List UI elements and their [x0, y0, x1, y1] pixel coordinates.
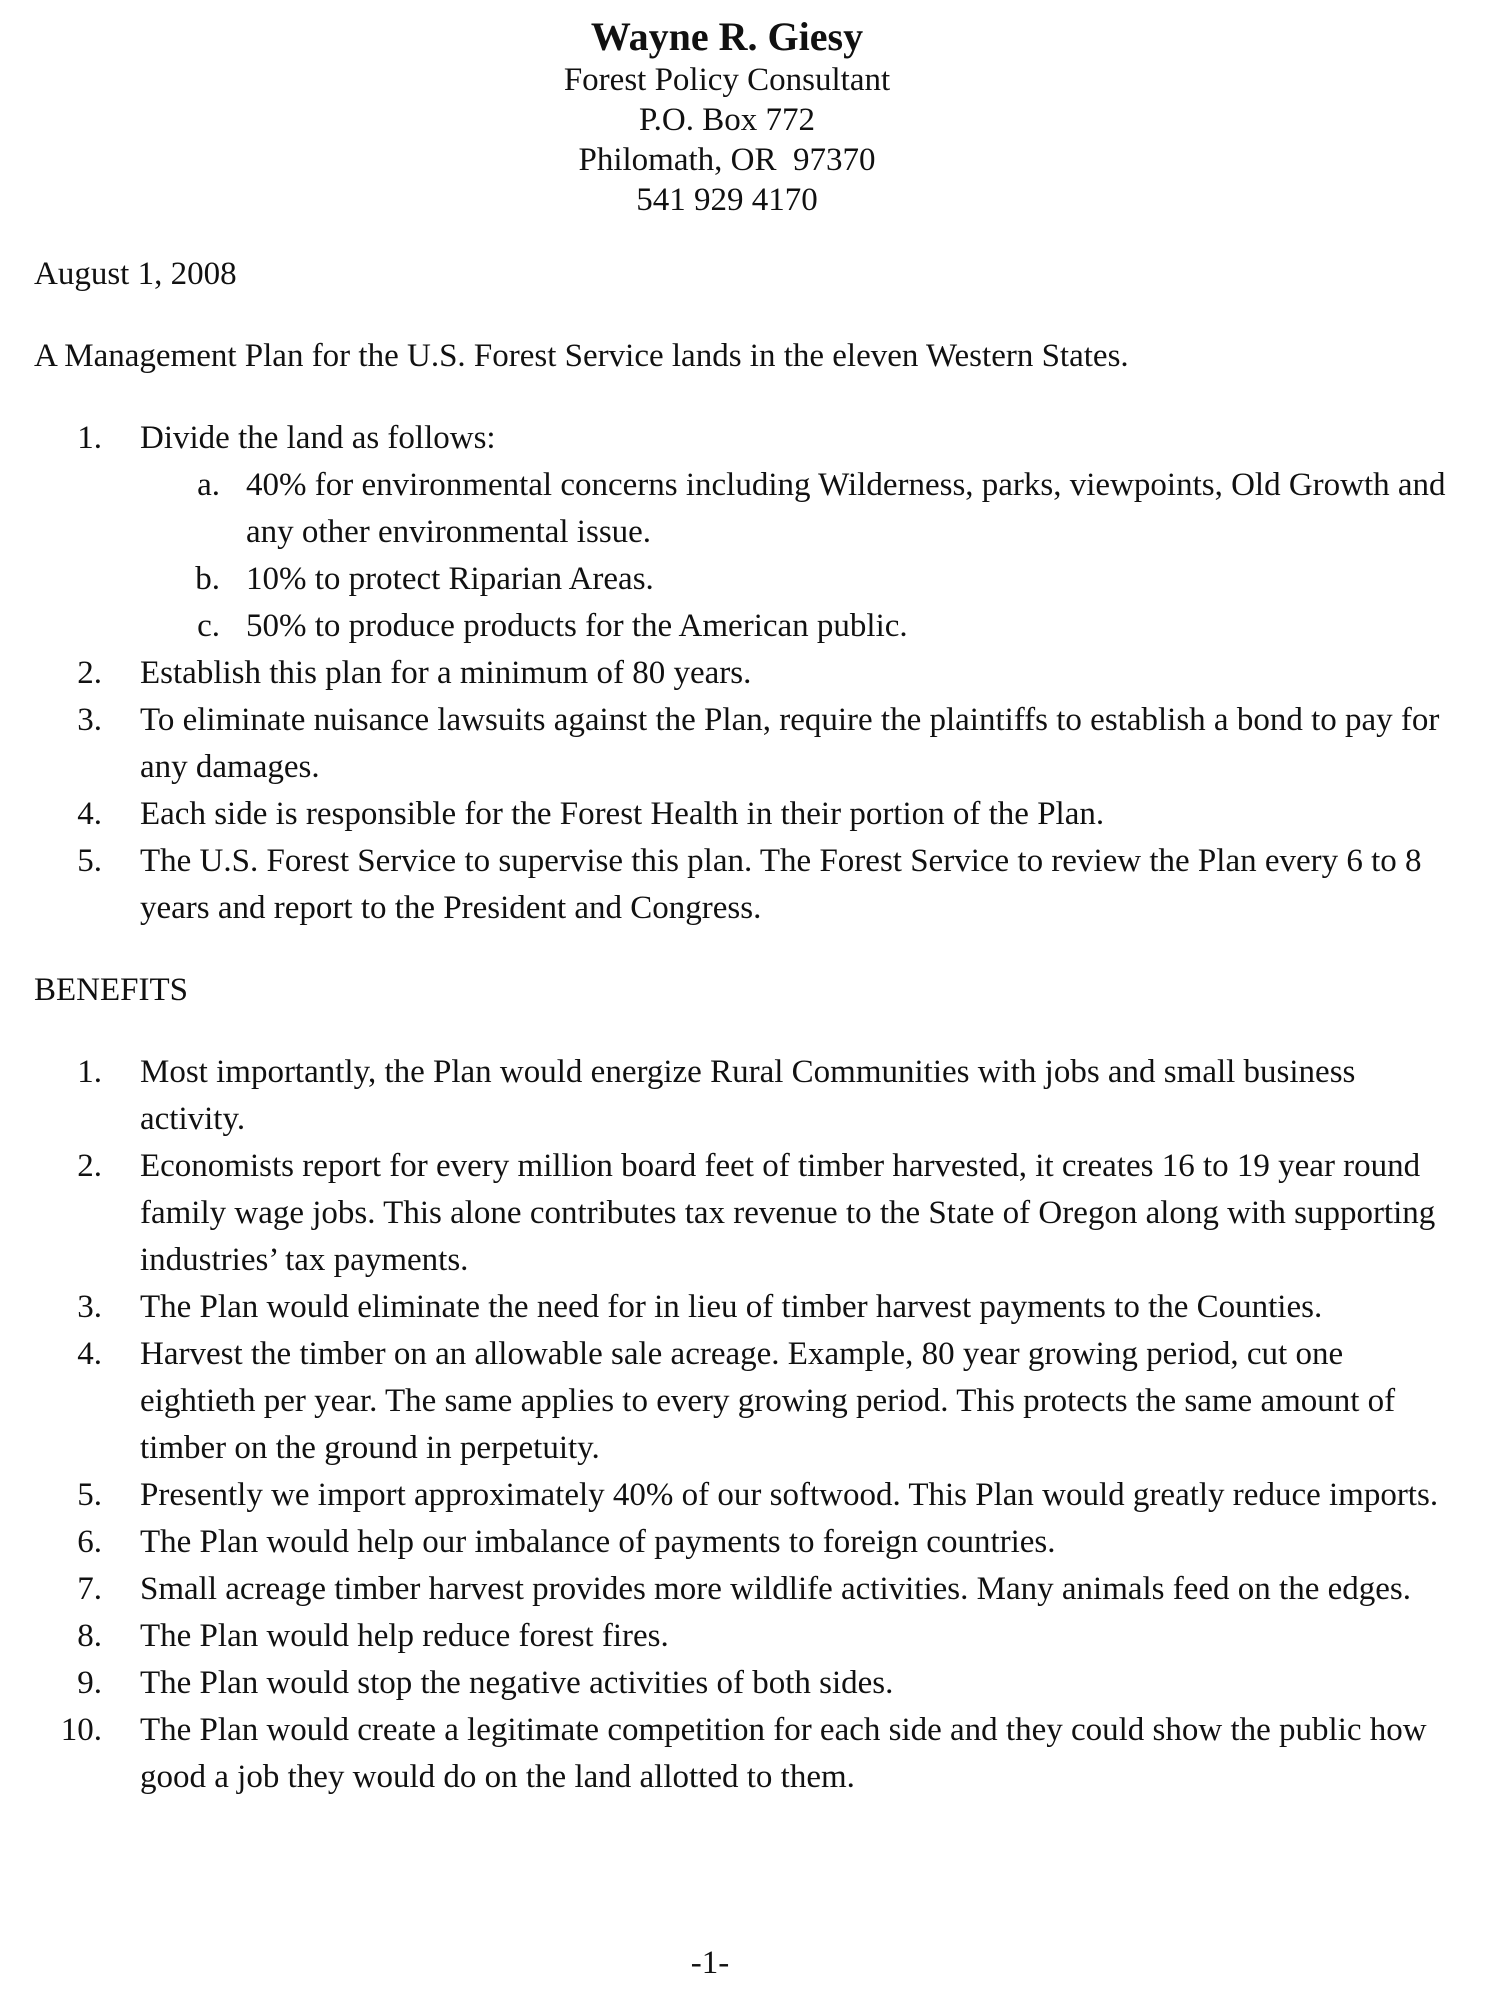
list-text: The Plan would create a legitimate competition for each side and they could show the public how good a job they would do on the land allotted to them. — [140, 1712, 1427, 1795]
author-name: Wayne R. Giesy — [590, 14, 864, 59]
list-number: 2. — [77, 655, 102, 691]
list-number: 4. — [77, 1336, 102, 1372]
list-number: 8. — [77, 1618, 102, 1654]
list-text: The U.S. Forest Service to supervise this plan. The Forest Service to review the Plan every 6 to 8 years and report to the President and Congress. — [140, 843, 1422, 926]
list-item — [34, 1284, 1447, 1331]
list-text: Each side is responsible for the Forest Health in their portion of the Plan. — [140, 796, 1105, 832]
page-number: -1- — [690, 1945, 730, 1981]
list-text: To eliminate nuisance lawsuits against the Plan, require the plaintiffs to establish a bond to pay for any damages. — [140, 702, 1440, 785]
list-item — [34, 1331, 1447, 1472]
list-item — [34, 1519, 1447, 1566]
list-item — [34, 1660, 1447, 1707]
list-item — [34, 1707, 1447, 1801]
list-number: 1. — [77, 1054, 102, 1090]
list-text: Presently we import approximately 40% of our softwood. This Plan would greatly reduce imports. — [140, 1477, 1439, 1513]
list-item — [34, 650, 1447, 697]
list-number: 9. — [77, 1665, 102, 1701]
sub-list-item — [140, 603, 1447, 650]
list-number: 6. — [77, 1524, 102, 1560]
list-item — [34, 791, 1447, 838]
list-text: Harvest the timber on an allowable sale acreage. Example, 80 year growing period, cut one eightieth per year. The same applies to every growing period. This protects the same amount of timber on the ground in perpetuity. — [140, 1336, 1396, 1466]
address-line-2: Philomath, OR 97370 — [578, 142, 876, 178]
list-number: 7. — [77, 1571, 102, 1607]
list-item — [34, 1143, 1447, 1284]
list-number: 2. — [77, 1148, 102, 1184]
list-number: 5. — [77, 1477, 102, 1513]
letter-date: August 1, 2008 — [34, 256, 237, 292]
sub-list-letter: a. — [197, 467, 220, 503]
sub-list-letter: b. — [195, 561, 220, 597]
list-text: The Plan would help reduce forest fires. — [140, 1618, 669, 1654]
list-text: Economists report for every million board feet of timber harvested, it creates 16 to 19 year round family wage jobs. This alone contributes tax revenue to the State of Oregon along with supporting industries’ tax payments. — [140, 1148, 1436, 1278]
division-list — [140, 462, 1447, 650]
author-title: Forest Policy Consultant — [563, 62, 891, 98]
sub-list-text: 40% for environmental concerns including Wilderness, parks, viewpoints, Old Growth and any other environmental issue. — [246, 467, 1446, 550]
sub-list-text: 10% to protect Riparian Areas. — [246, 561, 654, 597]
phone-number: 541 929 4170 — [636, 182, 818, 218]
list-text: Most importantly, the Plan would energize Rural Communities with jobs and small business activity. — [140, 1054, 1356, 1137]
sub-list-item — [140, 556, 1447, 603]
benefits-list — [34, 1049, 1447, 1801]
address-line-1: P.O. Box 772 — [638, 102, 816, 138]
list-item — [34, 1472, 1447, 1519]
list-item — [34, 1049, 1447, 1143]
sub-list-text: 50% to produce products for the American public. — [246, 608, 908, 644]
list-number: 5. — [77, 843, 102, 879]
list-item — [34, 1566, 1447, 1613]
benefits-heading: BENEFITS — [34, 972, 189, 1008]
letterhead — [34, 14, 1420, 220]
list-number: 10. — [60, 1712, 102, 1748]
list-number: 4. — [77, 796, 102, 832]
list-item — [34, 1613, 1447, 1660]
plan-list — [34, 415, 1447, 932]
sub-list-item — [140, 462, 1447, 556]
list-text: Establish this plan for a minimum of 80 years. — [140, 655, 752, 691]
list-item — [34, 697, 1447, 791]
list-number: 3. — [77, 1289, 102, 1325]
list-number: 1. — [77, 420, 102, 456]
list-text: The Plan would eliminate the need for in lieu of timber harvest payments to the Counties. — [140, 1289, 1323, 1325]
list-text: Divide the land as follows: — [140, 420, 496, 456]
sub-list-letter: c. — [197, 608, 220, 644]
list-item — [34, 838, 1447, 932]
list-text: The Plan would help our imbalance of payments to foreign countries. — [140, 1524, 1056, 1560]
plan-intro: A Management Plan for the U.S. Forest Service lands in the eleven Western States. — [34, 338, 1129, 374]
list-number: 3. — [77, 702, 102, 738]
list-item — [34, 415, 1447, 650]
list-text: Small acreage timber harvest provides more wildlife activities. Many animals feed on the edges. — [140, 1571, 1411, 1607]
list-text: The Plan would stop the negative activities of both sides. — [140, 1665, 894, 1701]
